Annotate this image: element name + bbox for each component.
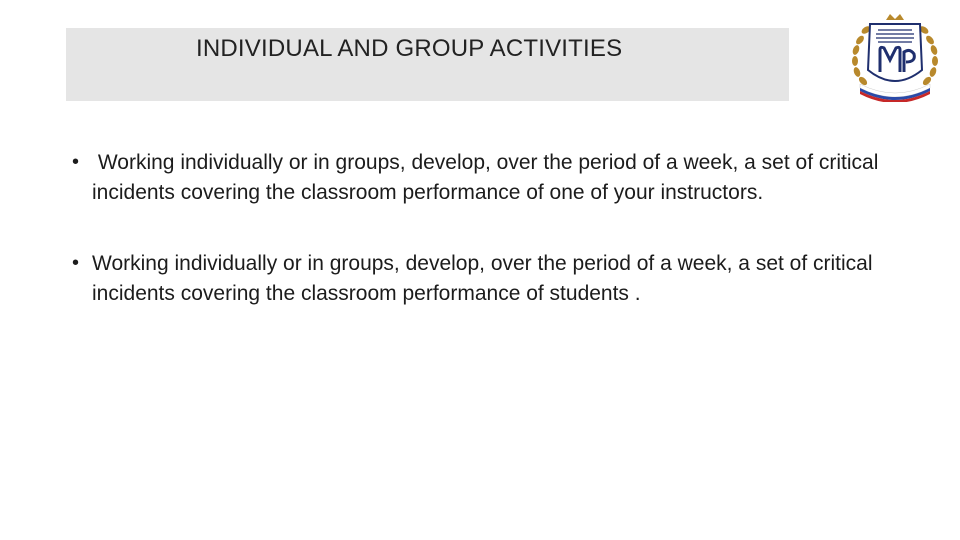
bullet-text: Working individually or in groups, develop, over the period of a week, a set of critical incidents covering the classroom performance of one of your instructors.: [92, 151, 885, 204]
list-item: [70, 148, 900, 207]
bullet-marker: •: [72, 252, 80, 274]
title-box: [66, 28, 789, 101]
bullet-marker: •: [72, 151, 80, 173]
slide-title: INDIVIDUAL AND GROUP ACTIVITIES: [196, 35, 623, 62]
list-item: [70, 249, 900, 308]
bullet-list: [70, 148, 900, 308]
university-emblem-icon: [846, 10, 944, 102]
bullet-text: Working individually or in groups, develop, over the period of a week, a set of critical incidents covering the classroom performance of students .: [92, 252, 873, 305]
